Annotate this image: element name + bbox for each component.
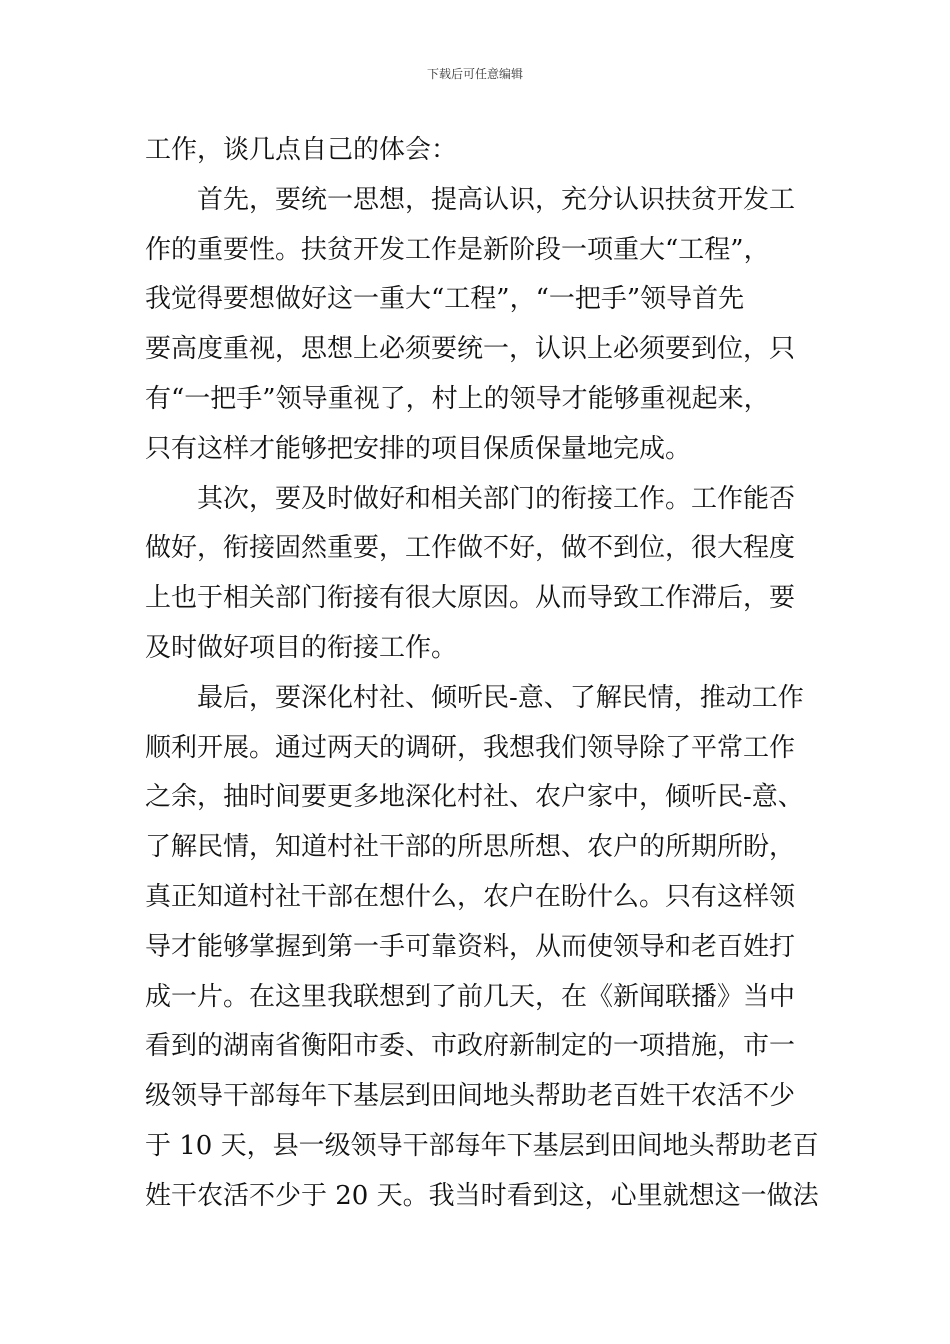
text-line: 及时做好项目的衔接工作。	[145, 632, 458, 663]
text-line: 导才能够掌握到第一手可靠资料，从而使领导和老百姓打	[145, 931, 796, 962]
text-line: 上也于相关部门衔接有很大原因。从而导致工作滞后，要	[145, 583, 796, 614]
text-line: 级领导干部每年下基层到田间地头帮助老百姓干农活不少	[145, 1081, 796, 1112]
paragraph-first-line: 最后，要深化村社、倾听民-意、了解民情，推动工作	[197, 682, 804, 713]
document-body	[145, 126, 819, 1222]
text-line: 顺利开展。通过两天的调研，我想我们领导除了平常工作	[145, 732, 796, 763]
text-line: 于 10 天，县一级领导干部每年下基层到田间地头帮助老百	[145, 1130, 819, 1161]
text-line: 了解民情，知道村社干部的所思所想、农户的所期所盼，	[145, 832, 796, 863]
page-header-note: 下载后可任意编辑	[426, 67, 523, 81]
text-line: 真正知道村社干部在想什么，农户在盼什么。只有这样领	[145, 881, 796, 912]
text-line: 只有这样才能够把安排的项目保质保量地完成。	[145, 433, 692, 464]
text-line: 我觉得要想做好这一重大“工程”，“一把手”领导首先	[145, 284, 745, 315]
paragraph-first-line: 首先，要统一思想，提高认识，充分认识扶贫开发工	[197, 184, 796, 215]
text-line: 要高度重视，思想上必须要统一，认识上必须要到位，只	[145, 334, 796, 365]
text-line: 作的重要性。扶贫开发工作是新阶段一项重大“工程”，	[145, 234, 770, 265]
text-line: 之余，抽时间要更多地深化村社、农户家中，倾听民-意、	[145, 782, 804, 813]
text-line: 有“一把手”领导重视了，村上的领导才能够重视起来，	[145, 383, 770, 414]
text-line: 姓干农活不少于 20 天。我当时看到这，心里就想这一做法	[145, 1180, 819, 1211]
paragraph-first-line: 其次，要及时做好和相关部门的衔接工作。工作能否	[197, 483, 796, 514]
text-line: 做好，衔接固然重要，工作做不好，做不到位，很大程度	[145, 533, 796, 564]
text-line: 工作，谈几点自己的体会：	[145, 135, 458, 165]
text-line: 看到的湖南省衡阳市委、市政府新制定的一项措施，市一	[145, 1031, 796, 1062]
text-line: 成一片。在这里我联想到了前几天，在《新闻联播》当中	[145, 981, 796, 1012]
